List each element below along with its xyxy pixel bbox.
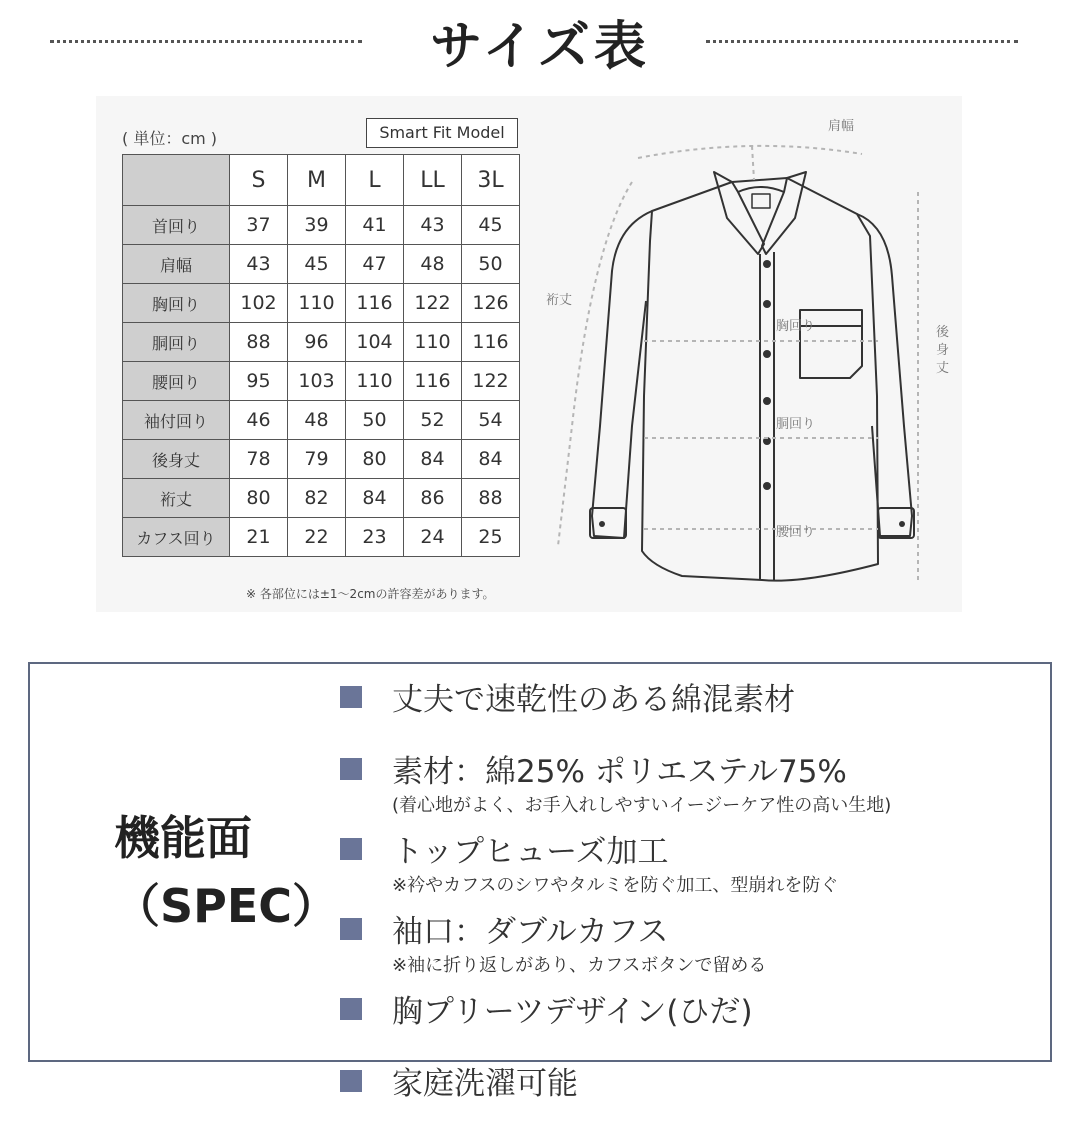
size-column-header: LL: [404, 155, 462, 206]
spec-item: [340, 674, 891, 746]
table-cell: 52: [404, 401, 462, 440]
spec-heading-line1: 機能面: [114, 811, 252, 865]
table-cell: 122: [404, 284, 462, 323]
square-bullet-icon: [340, 838, 362, 860]
spec-panel: [28, 662, 1052, 1102]
table-cell: 84: [346, 479, 404, 518]
size-column-header: S: [230, 155, 288, 206]
table-cell: 25: [462, 518, 520, 557]
table-row: [123, 323, 520, 362]
table-cell: 116: [346, 284, 404, 323]
table-cell: 84: [462, 440, 520, 479]
unit-label: ( 単位：cm ): [122, 129, 218, 148]
table-cell: 116: [404, 362, 462, 401]
table-cell: 88: [462, 479, 520, 518]
table-row: [123, 284, 520, 323]
table-cell: 126: [462, 284, 520, 323]
square-bullet-icon: [340, 1070, 362, 1092]
spec-item-note: (着心地がよく、お手入れしやすいイージーケア性の高い生地): [392, 795, 892, 816]
square-bullet-icon: [340, 686, 362, 708]
table-cell: 122: [462, 362, 520, 401]
size-column-header: 3L: [462, 155, 520, 206]
table-cell: 79: [288, 440, 346, 479]
table-cell: 86: [404, 479, 462, 518]
table-cell: 50: [346, 401, 404, 440]
label-hip: 腰回り: [776, 525, 816, 540]
square-bullet-icon: [340, 758, 362, 780]
page-title: サイズ表: [430, 17, 650, 77]
spec-item-note: ※衿やカフスのシワやタルミを防ぐ加工、型崩れを防ぐ: [392, 875, 839, 896]
row-label: 後身丈: [123, 440, 230, 479]
table-cell: 88: [230, 323, 288, 362]
spec-item: [340, 986, 891, 1058]
table-cell: 22: [288, 518, 346, 557]
spec-item-text: 胸プリーツデザイン(ひだ): [392, 994, 753, 1030]
table-cell: 43: [230, 245, 288, 284]
table-cell: 103: [288, 362, 346, 401]
table-cell: 21: [230, 518, 288, 557]
table-cell: 84: [404, 440, 462, 479]
table-cell: 24: [404, 518, 462, 557]
table-cell: 82: [288, 479, 346, 518]
table-cell: 80: [346, 440, 404, 479]
table-cell: 47: [346, 245, 404, 284]
row-label: カフス回り: [123, 518, 230, 557]
spec-item: [340, 746, 891, 826]
table-cell: 116: [462, 323, 520, 362]
table-cell: 110: [404, 323, 462, 362]
row-label: 腰回り: [123, 362, 230, 401]
table-cell: 50: [462, 245, 520, 284]
table-cell: 39: [288, 206, 346, 245]
label-sleeve-length: 裄丈: [546, 293, 573, 308]
table-cell: 104: [346, 323, 404, 362]
size-column-header: L: [346, 155, 404, 206]
table-cell: 45: [462, 206, 520, 245]
row-label: 胴回り: [123, 323, 230, 362]
spec-item-text: 袖口：ダブルカフス: [392, 914, 669, 950]
shirt-diagram: [532, 96, 962, 612]
tolerance-note: ※ 各部位には±1〜2cmの許容差があります。: [246, 587, 495, 601]
spec-item-text: トップヒューズ加工: [392, 834, 669, 870]
table-cell: 43: [404, 206, 462, 245]
size-table: [122, 154, 520, 557]
label-shoulder-width: 肩幅: [828, 119, 855, 134]
spec-item-text: 丈夫で速乾性のある綿混素材: [392, 682, 795, 718]
shirt-outline: [590, 172, 914, 581]
model-label: Smart Fit Model: [366, 118, 518, 148]
table-cell: 41: [346, 206, 404, 245]
measurement-guides: [558, 146, 918, 582]
spec-item: [340, 1058, 891, 1130]
table-row: [123, 440, 520, 479]
title-divider-left: [50, 40, 362, 43]
table-cell: 46: [230, 401, 288, 440]
spec-item-text: 素材：綿25% ポリエステル75%: [392, 754, 847, 790]
table-row: [123, 362, 520, 401]
spec-item-note: ※袖に折り返しがあり、カフスボタンで留める: [392, 955, 767, 976]
table-row: [123, 206, 520, 245]
table-cell: 110: [346, 362, 404, 401]
table-corner-cell: [123, 155, 230, 206]
label-back-length: [936, 324, 950, 376]
table-cell: 48: [288, 401, 346, 440]
table-cell: 45: [288, 245, 346, 284]
spec-heading-line2: （SPEC）: [114, 879, 339, 933]
table-row: [123, 245, 520, 284]
label-waist: 胴回り: [776, 417, 816, 432]
title-row: [0, 0, 1080, 80]
table-cell: 95: [230, 362, 288, 401]
table-cell: 48: [404, 245, 462, 284]
label-back-length-1: 後身丈: [936, 325, 950, 376]
spec-item: [340, 906, 891, 986]
size-column-header: M: [288, 155, 346, 206]
size-header-row: [123, 155, 520, 206]
row-label: 肩幅: [123, 245, 230, 284]
table-cell: 96: [288, 323, 346, 362]
table-cell: 37: [230, 206, 288, 245]
table-row: [123, 479, 520, 518]
row-label: 裄丈: [123, 479, 230, 518]
size-table-body: [123, 206, 520, 557]
row-label: 首回り: [123, 206, 230, 245]
table-cell: 78: [230, 440, 288, 479]
table-cell: 23: [346, 518, 404, 557]
table-row: [123, 401, 520, 440]
spec-item-text: 家庭洗濯可能: [392, 1066, 578, 1102]
spec-list: [340, 674, 891, 1130]
table-cell: 54: [462, 401, 520, 440]
size-chart-panel: [96, 96, 962, 612]
square-bullet-icon: [340, 998, 362, 1020]
spec-item: [340, 826, 891, 906]
table-cell: 110: [288, 284, 346, 323]
table-cell: 80: [230, 479, 288, 518]
table-row: [123, 518, 520, 557]
square-bullet-icon: [340, 918, 362, 940]
spec-heading: [114, 804, 338, 940]
title-divider-right: [706, 40, 1018, 43]
row-label: 袖付回り: [123, 401, 230, 440]
label-chest: 胸回り: [776, 319, 816, 334]
row-label: 胸回り: [123, 284, 230, 323]
table-cell: 102: [230, 284, 288, 323]
